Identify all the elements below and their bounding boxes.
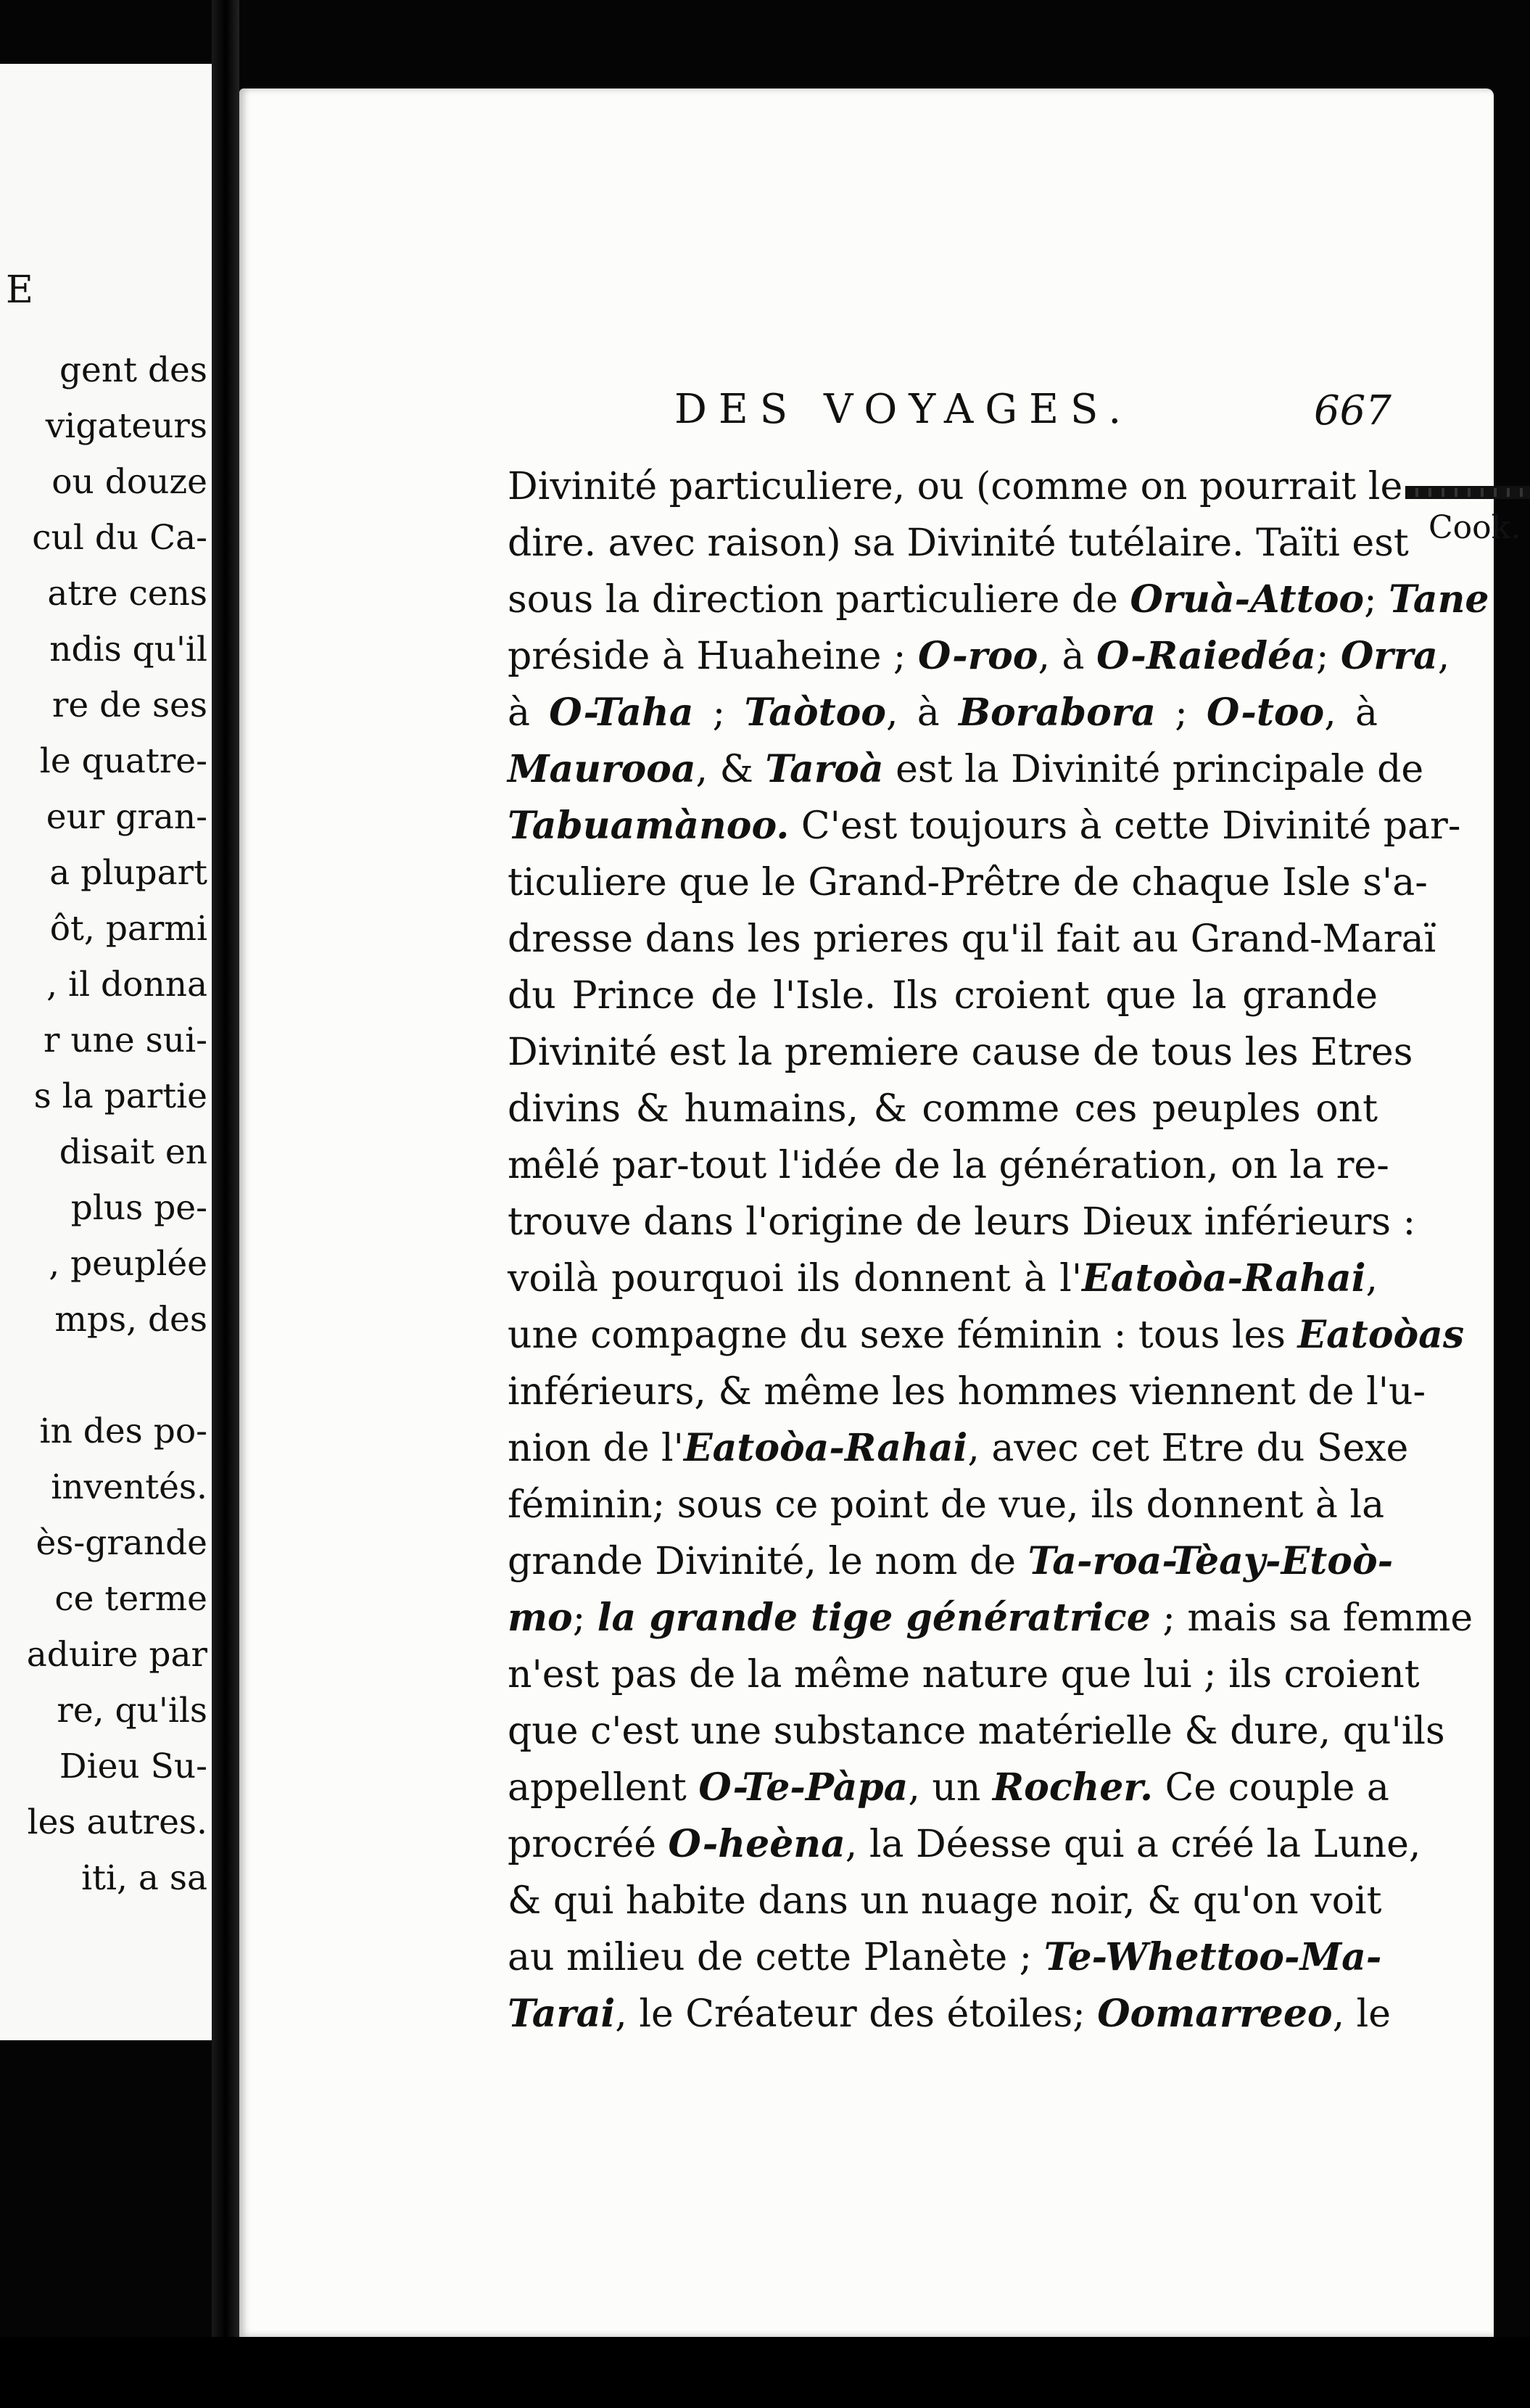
italic-text: Tarai — [508, 1992, 616, 2036]
left-page-line: atre cens — [47, 574, 207, 614]
italic-text: Taòtoo — [744, 690, 886, 735]
italic-text: Eatoòa-Rahai — [1082, 1256, 1366, 1300]
left-page-line: ce terme — [54, 1579, 207, 1619]
italic-text: O-Raiedéa — [1096, 634, 1316, 678]
text-run: grande Divinité, le nom de — [508, 1540, 1028, 1583]
italic-text: Tane — [1389, 577, 1489, 622]
text-run: sous la direction particuliere de — [508, 578, 1130, 622]
text-line — [508, 854, 1428, 911]
text-run: ; — [572, 1596, 597, 1640]
text-line — [508, 685, 1378, 741]
text-line — [508, 1760, 1389, 1816]
text-run: & qui habite dans un nuage noir, & qu'on voit — [508, 1879, 1382, 1923]
text-run: ; — [693, 691, 745, 735]
left-page-line: les autres. — [27, 1802, 207, 1842]
left-page-line: iti, a sa — [81, 1858, 207, 1898]
text-run: mêlé par-tout l'idée de la génération, on la re- — [508, 1144, 1389, 1187]
text-line — [508, 968, 1378, 1024]
italic-text: la grande tige génératrice — [597, 1596, 1151, 1640]
left-page-line: cul du Ca- — [32, 518, 207, 558]
text-run: n'est pas de la même nature que lui ; ils croient — [508, 1653, 1420, 1696]
text-run: , le Créateur des étoiles; — [615, 1992, 1098, 2036]
text-run: ; — [1155, 691, 1207, 735]
left-page-line: , peuplée — [49, 1244, 207, 1284]
text-run: préside à Huaheine ; — [508, 635, 918, 678]
left-page-line: ou douze — [51, 462, 207, 502]
left-page-line: eur gran- — [46, 797, 207, 837]
italic-text: Te-Whettoo-Ma- — [1043, 1935, 1382, 1979]
italic-text: Taroà — [765, 747, 884, 791]
text-line — [508, 572, 1489, 628]
text-run: , à — [1038, 635, 1097, 678]
text-run: est la Divinité principale de — [883, 748, 1424, 791]
text-run: , — [1437, 635, 1450, 678]
italic-text: mo — [508, 1596, 573, 1640]
text-run: féminin; sous ce point de vue, ils donnent à la — [508, 1483, 1385, 1527]
italic-text: Tabuamànoo. — [508, 804, 790, 848]
text-line — [508, 1194, 1416, 1250]
left-page-line: plus pe- — [70, 1188, 207, 1228]
text-line — [508, 1646, 1420, 1703]
text-run: , — [1365, 1257, 1378, 1300]
text-run: à — [508, 691, 550, 735]
left-page-line: s la partie — [33, 1076, 207, 1116]
italic-text: Rocher. — [992, 1765, 1154, 1810]
text-line — [508, 1816, 1421, 1873]
text-run: ticuliere que le Grand-Prêtre de chaque Isle s'a- — [508, 861, 1428, 904]
text-line — [508, 1533, 1394, 1590]
italic-text: O-heèna — [668, 1822, 845, 1866]
text-run: nion de l' — [508, 1427, 684, 1470]
left-page-line: in des po- — [39, 1411, 207, 1451]
text-run: au milieu de cette Planète ; — [508, 1936, 1044, 1979]
left-facing-page — [0, 64, 212, 2040]
left-page-line: le quatre- — [39, 741, 207, 781]
left-page-line: inventés. — [51, 1467, 207, 1507]
text-line — [508, 1364, 1426, 1420]
text-run: , le — [1332, 1992, 1392, 2036]
text-run: que c'est une substance matérielle & dure, qu'ils — [508, 1710, 1445, 1753]
italic-text: Oomarreeo — [1097, 1992, 1333, 2036]
margin-note: Cook. — [1428, 509, 1521, 546]
text-run: Divinité est la premiere cause de tous les Etres — [508, 1031, 1413, 1074]
italic-text: O-Te-Pàpa — [698, 1765, 909, 1810]
left-page-line: Dieu Su- — [59, 1747, 207, 1786]
left-page-heading: E — [6, 268, 36, 312]
text-run: voilà pourquoi ils donnent à l' — [508, 1257, 1083, 1300]
text-line — [508, 1703, 1445, 1760]
italic-text: Oruà-Attoo — [1130, 577, 1365, 622]
text-line — [508, 1873, 1382, 1929]
text-run: dresse dans les prieres qu'il fait au Grand-Maraï — [508, 918, 1436, 961]
left-page-line: gent des — [59, 350, 207, 390]
text-line — [508, 1307, 1465, 1364]
text-run: Divinité particuliere, ou (comme on pourrait le — [508, 465, 1403, 508]
text-run: une compagne du sexe féminin : tous les — [508, 1314, 1298, 1357]
italic-text: Eatoòa-Rahai — [683, 1426, 968, 1470]
italic-text: O-too — [1207, 690, 1325, 735]
italic-text: Maurooa — [508, 747, 696, 791]
text-line — [508, 628, 1450, 685]
left-page-line: aduire par — [26, 1635, 207, 1675]
text-line — [508, 798, 1461, 854]
left-page-line: ndis qu'il — [49, 630, 207, 669]
left-page-line: , il donna — [46, 965, 207, 1005]
text-run: inférieurs, & même les hommes viennent de l'u- — [508, 1370, 1426, 1414]
book-gutter — [212, 0, 239, 2408]
text-run: , la Déesse qui a créé la Lune, — [845, 1823, 1421, 1866]
italic-text: Orra — [1341, 634, 1438, 678]
text-run: dire. avec raison) sa Divinité tutélaire. Taïti est — [508, 521, 1409, 565]
text-line — [508, 1929, 1382, 1986]
page-number: 667 — [1314, 387, 1392, 434]
text-line — [508, 1137, 1389, 1194]
text-line — [508, 1024, 1413, 1081]
text-run: divins & humains, & comme ces peuples ont — [508, 1087, 1378, 1131]
text-line — [508, 1590, 1473, 1646]
text-run: , & — [695, 748, 766, 791]
italic-text: O-Taha — [549, 690, 694, 735]
left-page-line: ès-grande — [36, 1523, 207, 1563]
text-line — [508, 1420, 1409, 1477]
main-page — [239, 88, 1521, 2337]
text-run: C'est toujours à cette Divinité par- — [789, 804, 1461, 848]
text-line — [508, 1250, 1378, 1307]
text-run: du Prince de l'Isle. Ils croient que la grande — [508, 974, 1378, 1018]
text-run: Ce couple a — [1153, 1766, 1389, 1810]
text-line — [508, 458, 1403, 515]
text-run: appellent — [508, 1766, 699, 1810]
running-head: DES VOYAGES. — [674, 386, 1133, 433]
left-page-line: re de ses — [51, 685, 207, 725]
left-page-line: disait en — [59, 1132, 207, 1172]
text-line — [508, 911, 1436, 968]
scan-bottom-edge — [0, 2337, 1530, 2408]
text-run: , avec cet Etre du Sexe — [967, 1427, 1409, 1470]
left-page-line: r une sui- — [43, 1020, 207, 1060]
text-run: , un — [908, 1766, 993, 1810]
text-run: , à — [1324, 691, 1378, 735]
italic-text: O-roo — [917, 634, 1038, 678]
text-run: ; — [1364, 578, 1389, 622]
left-page-line: vigateurs — [45, 406, 207, 446]
left-page-line: mps, des — [54, 1300, 207, 1340]
left-page-line: re, qu'ils — [57, 1691, 207, 1731]
text-line — [508, 1986, 1392, 2042]
italic-text: Eatoòas — [1297, 1313, 1465, 1357]
text-line — [508, 1477, 1385, 1533]
left-page-line: a plupart — [49, 853, 207, 893]
italic-text: Borabora — [959, 690, 1156, 735]
text-run: ; — [1315, 635, 1341, 678]
left-page-line: ôt, parmi — [49, 909, 207, 949]
text-line — [508, 741, 1424, 798]
margin-rule — [1405, 486, 1530, 499]
text-run: ; mais sa femme — [1150, 1596, 1473, 1640]
text-run: trouve dans l'origine de leurs Dieux inférieurs : — [508, 1200, 1416, 1244]
text-run: , à — [885, 691, 959, 735]
text-line — [508, 1081, 1378, 1137]
text-line — [508, 515, 1409, 572]
italic-text: Ta-roa-Tèay-Etoò- — [1027, 1539, 1394, 1583]
text-run: procréé — [508, 1823, 669, 1866]
